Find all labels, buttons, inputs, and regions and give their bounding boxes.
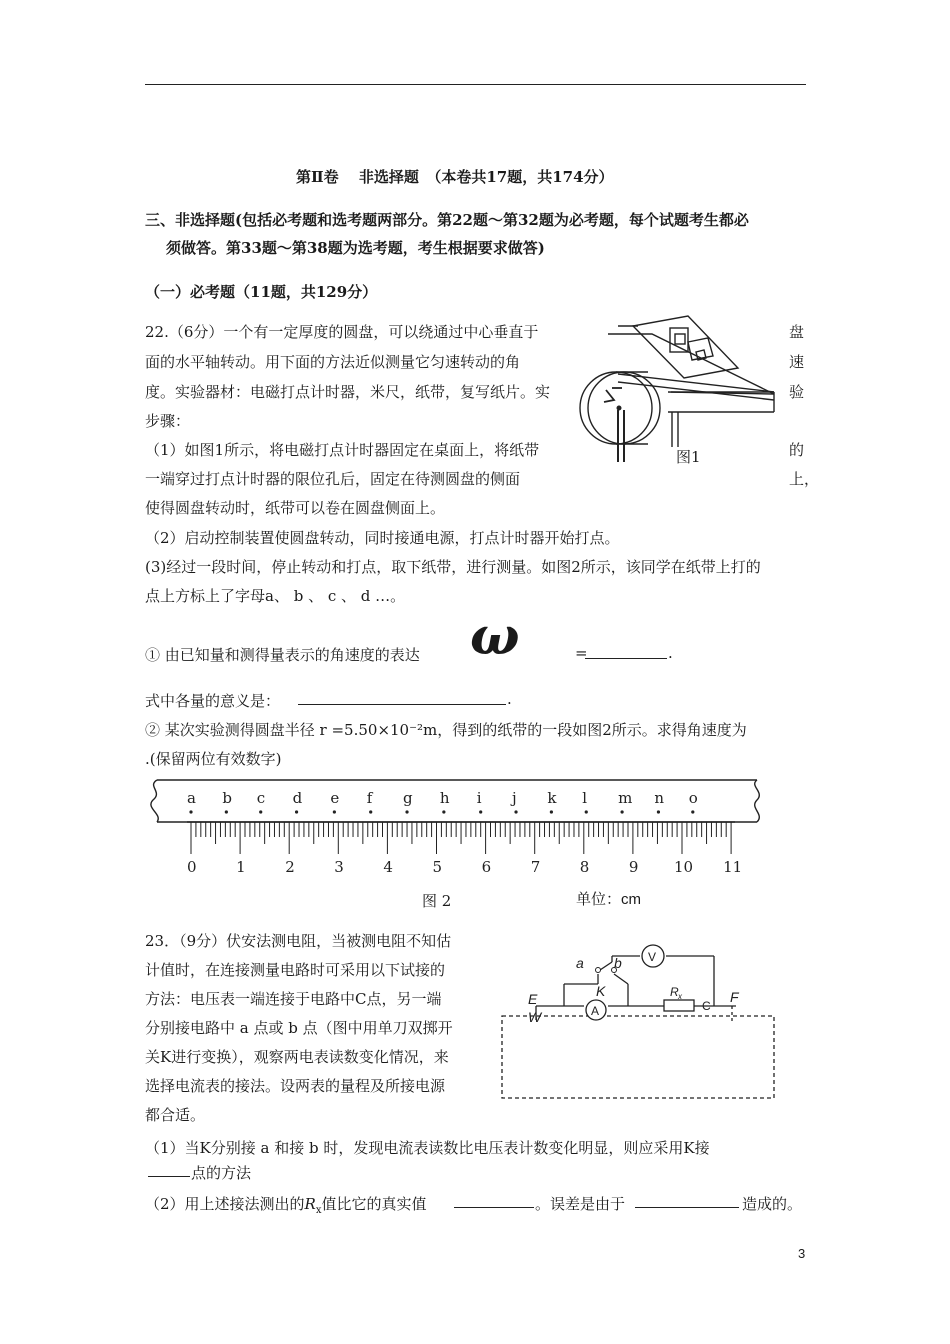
ruler-number: 7 [530,858,541,876]
q22-line10: 点上方标上了字母a、 b 、 c 、 d …。 [145,587,406,605]
ruler-number: 4 [383,858,393,876]
q23-line6: 选择电流表的接法。设两表的量程及所接电源 [145,1077,446,1095]
q23-part2-r: R [304,1195,316,1213]
section-title: 第Ⅱ卷 非选择题 （本卷共17题，共174分） [296,168,614,186]
subsection-title: （一）必考题（11题，共129分） [145,283,378,301]
q23-part1-end: 点的方法 [191,1164,252,1182]
ammeter-label: A [591,1004,600,1018]
q23-part2-d: 值比它的真实值 [321,1195,427,1213]
ruler-number: 3 [334,858,344,876]
part3-line2: 须做答。第33题～第38题为选考题，考生根据要求做答) [166,239,545,257]
ruler-number: 1 [236,858,246,876]
tape-dot [550,810,553,813]
q22-line2: 面的水平轴转动。用下面的方法近似测量它匀速转动的角 [145,353,521,371]
voltmeter-label: V [648,950,657,964]
tape-dot [620,810,623,813]
q23-part2-e: 。误差是由于 [535,1195,626,1213]
tape-letter: f [366,789,373,807]
answer-blank-rx[interactable] [454,1193,534,1208]
tape-letter: m [618,789,633,807]
q22-step2-end: .(保留两位有效数字) [145,750,282,768]
figure-2-caption: 图 2 [422,892,452,910]
tape-letter: j [512,789,517,807]
tape-dot [442,810,445,813]
circuit-label-c: C [702,999,711,1013]
ruler-number: 8 [579,858,590,876]
circuit-label-w: W [528,1009,542,1025]
ruler-number: 5 [432,858,443,876]
tape-dot [295,810,298,813]
omega-symbol: ω [470,606,520,667]
q23-line7: 都合适。 [145,1106,206,1124]
q22-line6: 一端穿过打点计时器的限位孔后，固定在待测圆盘的侧面 [145,470,521,488]
tape-letter: g [403,789,413,807]
q23-part1: （1）当K分别接 a 和接 b 时，发现电流表读数比电压表计数变化明显，则应采用K接 [145,1139,710,1157]
figure-2-tape [145,772,770,880]
q22-line5: （1）如图1所示，将电磁打点计时器固定在桌面上，将纸带 [145,441,540,459]
page-number: 3 [798,1246,806,1261]
ruler-number: 6 [481,858,492,876]
tape-dot [657,810,660,813]
tape-dot [479,810,482,813]
circuit-label-k: K [596,983,606,999]
circuit-label-e: E [528,991,538,1007]
ruler-number: 9 [628,858,639,876]
q22-line7: 使得圆盘转动时，纸带可以卷在圆盘侧面上。 [145,499,446,517]
circuit-label-a: a [576,955,584,971]
q23-line4: 分别接电路中 a 点或 b 点（图中用单刀双掷开 [145,1019,453,1037]
circuit-label-r: R [670,985,679,999]
q22-line6-right: 上， [789,470,820,488]
tape-letter: d [292,789,303,807]
q22-line3-right: 验 [789,383,805,401]
tape-letter: b [222,789,232,807]
q22-step2: ② 某次实验测得圆盘半径 r =5.50×10⁻²m，得到的纸带的一段如图2所示。求得角速度为 [145,721,747,739]
ruler-number: 0 [187,858,197,876]
tape-dot [225,810,228,813]
tape-dot [405,810,408,813]
tape-dot [691,810,694,813]
tape-letter: e [330,789,340,807]
tape-letter: i [476,789,482,807]
q23-line3: 方法：电压表一端连接于电路中C点，另一端 [145,990,442,1008]
tape-letter: h [439,789,450,807]
tape-dot [369,810,372,813]
q22-step1-meaning: 式中各量的意义是： [145,692,281,710]
tape-dot [259,810,262,813]
tape-letter: a [187,789,196,807]
tape-letter: l [582,789,588,807]
q23-line2: 计值时，在连接测量电路时可采用以下试接的 [145,961,446,979]
q22-line1: 22.（6分）一个有一定厚度的圆盘，可以绕通过中心垂直于 [145,323,539,341]
tape-letter: o [688,789,698,807]
header-rule [145,84,806,85]
answer-blank-cause[interactable] [635,1193,739,1208]
tape-dot [333,810,336,813]
q23-part2-a: （2）用上述接法测出的 [145,1195,305,1213]
q22-line1-right: 盘 [789,323,805,341]
q22-line3: 度。实验器材：电磁打点计时器，米尺，纸带，复写纸片。实 [145,383,551,401]
answer-blank-meaning[interactable] [298,690,506,705]
circuit-label-rsub: x [678,992,682,1001]
q23-line5: 关K进行变换），观察两电表读数变化情况，来 [145,1048,449,1066]
figure-1-caption: 图1 [676,448,701,466]
part3-line1: 三、非选择题(包括必考题和选考题两部分。第22题～第32题为必考题，每个试题考生都必 [145,211,749,229]
q23-line1: 23．（9分）伏安法测电阻，当被测电阻不知估 [145,932,452,950]
q23-part2-f: 造成的。 [742,1195,803,1213]
q22-step1: ① 由已知量和测得量表示的角速度的表达 [145,646,420,664]
q22-line9: (3)经过一段时间，停止转动和打点，取下纸带，进行测量。如图2所示，该同学在纸带上打的 [145,558,761,576]
tape-letter: n [654,789,665,807]
q23-part2-rsub: x [315,1205,322,1216]
q22-line4: 步骤： [145,412,191,430]
q22-line5-right: 的 [789,441,805,459]
tape-dot [585,810,588,813]
answer-blank-omega[interactable] [585,644,667,659]
ruler-number: 10 [674,858,694,876]
ruler-number: 11 [723,858,743,876]
circuit-label-b: b [614,955,622,971]
tape-dot [514,810,517,813]
tape-letter: k [547,789,557,807]
circuit-label-f: F [730,989,739,1005]
tape-dot [189,810,192,813]
tape-letter: c [256,789,266,807]
circuit-diagram [500,940,780,1100]
answer-blank-k[interactable] [148,1162,190,1177]
ruler-number: 2 [285,858,295,876]
q22-line2-right: 速 [789,353,805,371]
figure-2-unit: 单位：cm [576,891,641,908]
q22-equals: = [575,644,588,662]
q22-line8: （2）启动控制装置使圆盘转动，同时接通电源，打点计时器开始打点。 [145,529,620,547]
